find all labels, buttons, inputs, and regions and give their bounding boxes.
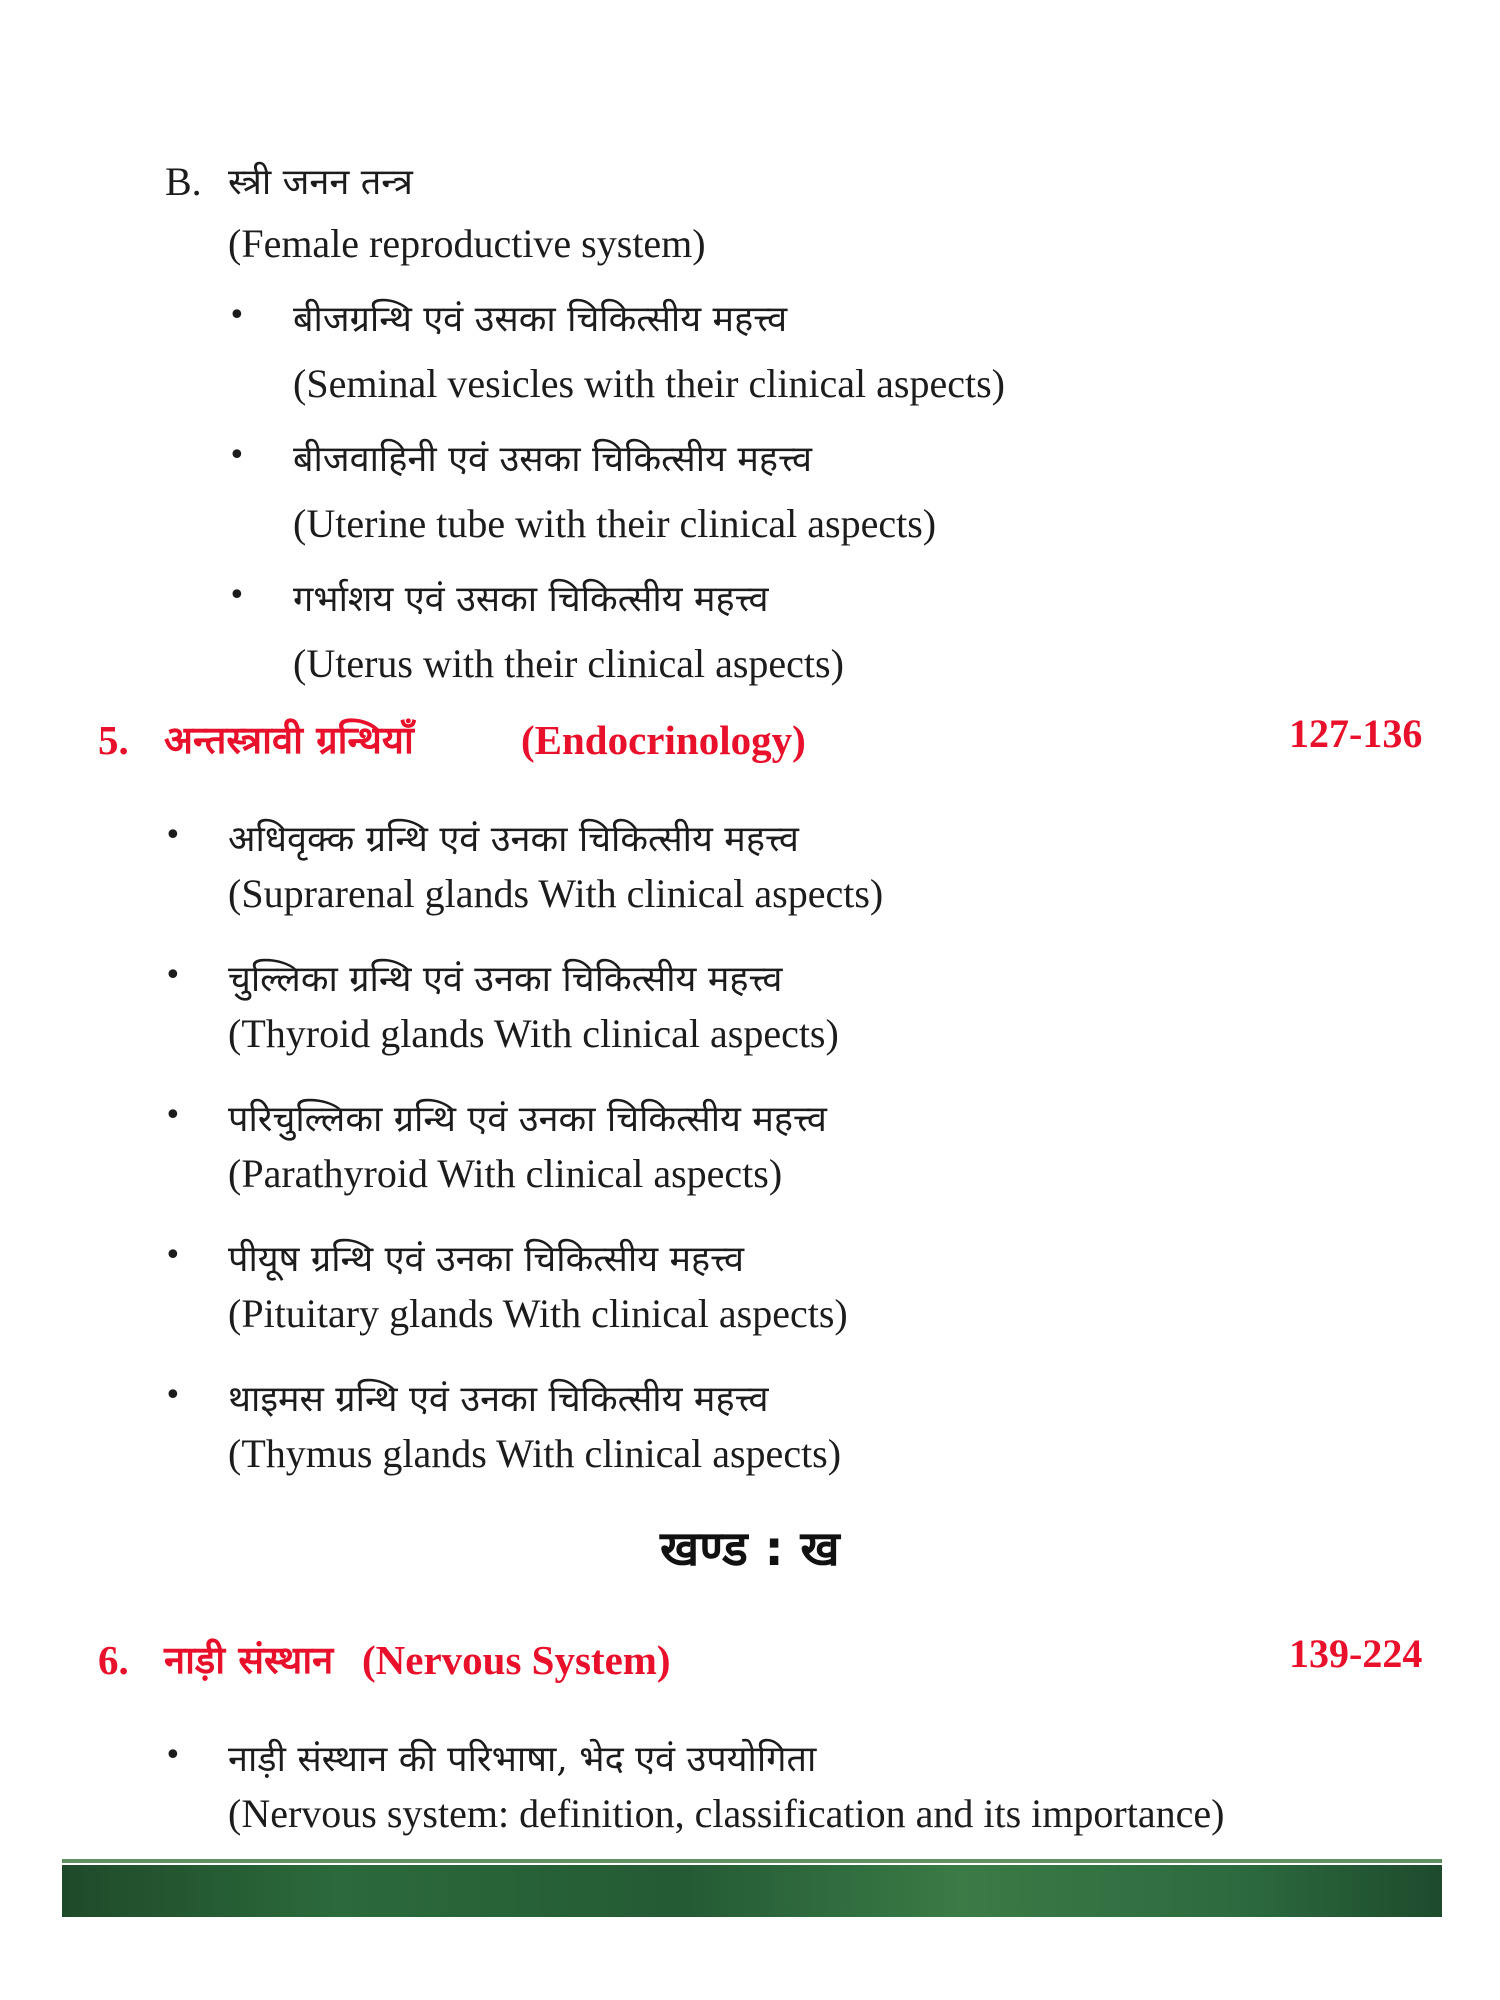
bullet: • [164,1378,182,1413]
list-item-english: (Uterine tube with their clinical aspects) [293,501,937,546]
part-heading: खण्ड : ख [660,1521,840,1577]
list-item-english: (Suprarenal glands With clinical aspects) [228,871,884,916]
list-item-hindi: परिचुल्लिका ग्रन्थि एवं उनका चिकित्सीय महत्त्व [228,1099,827,1140]
chapter-number: 5. [98,717,129,763]
list-item-hindi: पीयूष ग्रन्थि एवं उनका चिकित्सीय महत्त्व [228,1239,745,1280]
footer-bar [62,1865,1442,1917]
list-item-hindi: बीजवाहिनी एवं उसका चिकित्सीय महत्त्व [293,439,812,480]
section-b-marker: B. [165,159,202,204]
list-item-english: (Thyroid glands With clinical aspects) [228,1011,839,1056]
list-item-english: (Uterus with their clinical aspects) [293,641,844,686]
list-item-hindi: चुल्लिका ग्रन्थि एवं उनका चिकित्सीय महत्त्व [228,959,783,1000]
list-item-hindi: नाड़ी संस्थान की परिभाषा, भेद एवं उपयोगिता [228,1739,817,1780]
chapter-number: 6. [98,1637,129,1683]
chapter-title-hindi: नाड़ी संस्थान [164,1637,334,1682]
footer-divider [62,1859,1442,1863]
list-item-hindi: गर्भाशय एवं उसका चिकित्सीय महत्त्व [293,579,769,620]
bullet: • [164,1238,182,1273]
bullet: • [164,958,182,993]
list-item-hindi: थाइमस ग्रन्थि एवं उनका चिकित्सीय महत्त्व [228,1379,769,1420]
section-b-title-hindi: स्त्री जनन तन्त्र [228,162,413,203]
list-item-english: (Parathyroid With clinical aspects) [228,1151,783,1196]
list-item-english: (Seminal vesicles with their clinical aspects) [293,361,1005,406]
list-item-english: (Thymus glands With clinical aspects) [228,1431,842,1476]
bullet: • [228,438,246,473]
bullet: • [228,298,246,333]
chapter-title-hindi: अन्तस्त्रावी ग्रन्थियाँ [164,717,414,762]
list-item-english: (Pituitary glands With clinical aspects) [228,1291,848,1336]
chapter-title-english: (Nervous System) [362,1637,671,1683]
bullet: • [164,818,182,853]
chapter-pages: 139-224 [1289,1631,1423,1676]
bullet: • [228,578,246,613]
chapter-pages: 127-136 [1289,711,1423,756]
chapter-title-english: (Endocrinology) [521,717,806,763]
list-item-english: (Nervous system: definition, classification and its importance) [228,1791,1225,1836]
list-item-hindi: बीजग्रन्थि एवं उसका चिकित्सीय महत्त्व [293,299,788,340]
bullet: • [164,1738,182,1773]
section-b-title-english: (Female reproductive system) [228,221,706,266]
list-item-hindi: अधिवृक्क ग्रन्थि एवं उनका चिकित्सीय महत्त्व [228,819,799,860]
bullet: • [164,1098,182,1133]
